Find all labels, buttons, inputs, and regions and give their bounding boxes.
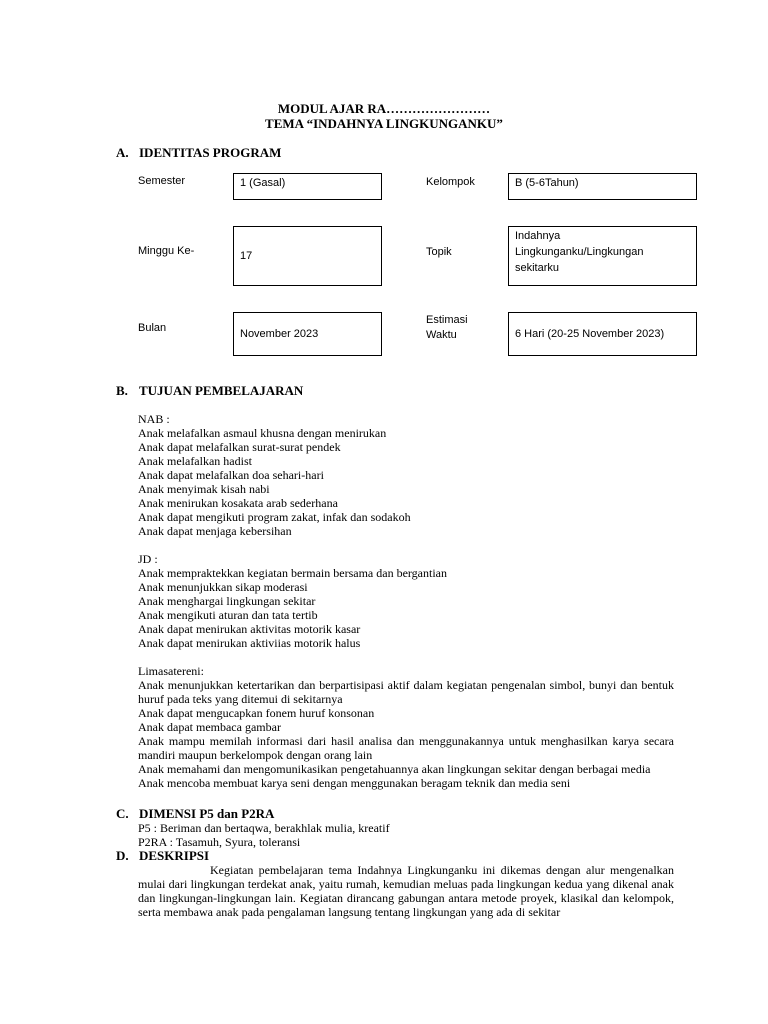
module-title: MODUL AJAR RA……………………: [277, 101, 491, 116]
description-text: Kegiatan pembelajaran tema Indahnya Lingkunganku ini dikemas dengan alur mengenalkan mulai dari lingkungan terdekat anak, yaitu rumah, kemudian meluas pada lingkungan kedua yang dikenal anak dan lingkungan-lingkungan lain. Kegiatan dirancang gabungan antara metode proyek, klasikal dan kelompok, serta membawa anak pada pengalaman langsung tentang lingkungan yang ada di sekitar: [138, 863, 674, 919]
list-item: Anak dapat mengikuti program zakat, infak dan sodakoh: [138, 510, 411, 524]
list-item: Anak menghargai lingkungan sekitar: [138, 594, 316, 608]
list-item: Anak dapat membaca gambar: [138, 720, 281, 734]
section-b-heading: [116, 383, 303, 399]
section-b-title: TUJUAN PEMBELAJARAN: [139, 383, 304, 398]
section-d-heading: [116, 848, 209, 864]
list-item: Anak melafalkan hadist: [138, 454, 252, 468]
topik-value-line: Indahnya: [515, 230, 561, 242]
jd-heading: JD :: [138, 552, 158, 566]
kelompok-value: B (5-6Tahun): [508, 173, 697, 200]
bulan-value-text: November 2023: [240, 328, 319, 340]
list-item: Anak menyimak kisah nabi: [138, 482, 270, 496]
list-item: Anak mengikuti aturan dan tata tertib: [138, 608, 318, 622]
semester-value: 1 (Gasal): [233, 173, 382, 200]
list-item: Anak dapat menjaga kebersihan: [138, 524, 292, 538]
estimasi-label-line: Waktu: [426, 329, 457, 341]
topik-label: Topik: [426, 246, 452, 258]
learning-goals-list: [138, 412, 674, 790]
section-a-title: IDENTITAS PROGRAM: [139, 145, 282, 160]
bulan-value: [233, 312, 382, 356]
list-item: Anak mempraktekkan kegiatan bermain bersama dan bergantian: [138, 566, 447, 580]
section-a-heading: [116, 145, 281, 161]
topik-value-line: Lingkunganku/Lingkungan: [515, 246, 644, 258]
section-b-letter: B.: [116, 383, 128, 398]
list-item: Anak dapat melafalkan doa sehari-hari: [138, 468, 324, 482]
minggu-label: Minggu Ke-: [138, 245, 195, 257]
section-c-title: DIMENSI P5 dan P2RA: [139, 806, 275, 821]
estimasi-value: [508, 312, 697, 356]
p5-line: P5 : Beriman dan bertaqwa, berakhlak mulia, kreatif: [138, 821, 390, 835]
limasatereni-heading: Limasatereni:: [138, 664, 204, 678]
list-item: Anak mencoba membuat karya seni dengan menggunakan beragam teknik dan media seni: [138, 776, 571, 790]
estimasi-label: [426, 313, 496, 343]
p2ra-line: P2RA : Tasamuh, Syura, toleransi: [138, 835, 301, 849]
minggu-value-text: 17: [240, 250, 253, 262]
section-a-letter: A.: [116, 145, 129, 160]
list-item: Anak menirukan kosakata arab sederhana: [138, 496, 338, 510]
nab-heading: NAB :: [138, 412, 170, 426]
kelompok-label: Kelompok: [426, 176, 475, 188]
section-c-heading: [116, 806, 274, 822]
list-item: Anak melafalkan asmaul khusna dengan menirukan: [138, 426, 387, 440]
minggu-value: [233, 226, 382, 286]
list-item: Anak dapat menirukan aktivitas motorik kasar: [138, 622, 361, 636]
list-item: Anak dapat mengucapkan fonem huruf konsonan: [138, 706, 375, 720]
bulan-label: Bulan: [138, 322, 167, 334]
list-item: Anak dapat melafalkan surat-surat pendek: [138, 440, 341, 454]
topik-value-line: sekitarku: [515, 262, 560, 274]
list-item: Anak menunjukkan ketertarikan dan berpartisipasi aktif dalam kegiatan pengenalan simbol, bunyi dan bentuk huruf pada teks yang ditemui di sekitarnya: [138, 678, 674, 706]
description-paragraph: [138, 863, 674, 919]
estimasi-value-text: 6 Hari (20-25 November 2023): [515, 328, 665, 340]
section-c-letter: C.: [116, 806, 129, 821]
list-item: Anak menunjukkan sikap moderasi: [138, 580, 308, 594]
topik-value: [508, 226, 697, 286]
list-item: Anak mampu memilah informasi dari hasil analisa dan menggunakannya untuk menghasilkan karya secara mandiri maupun berkelompok dengan orang lain: [138, 734, 674, 762]
list-item: Anak memahami dan mengomunikasikan pengetahuannya akan lingkungan sekitar dengan berbagai media: [138, 762, 651, 776]
theme-title: TEMA “INDAHNYA LINGKUNGANKU”: [265, 116, 503, 131]
section-d-title: DESKRIPSI: [139, 848, 210, 863]
estimasi-label-line: Estimasi: [426, 314, 468, 326]
semester-label: Semester: [138, 175, 186, 187]
section-d-letter: D.: [116, 848, 129, 863]
list-item: Anak dapat menirukan aktiviias motorik halus: [138, 636, 361, 650]
